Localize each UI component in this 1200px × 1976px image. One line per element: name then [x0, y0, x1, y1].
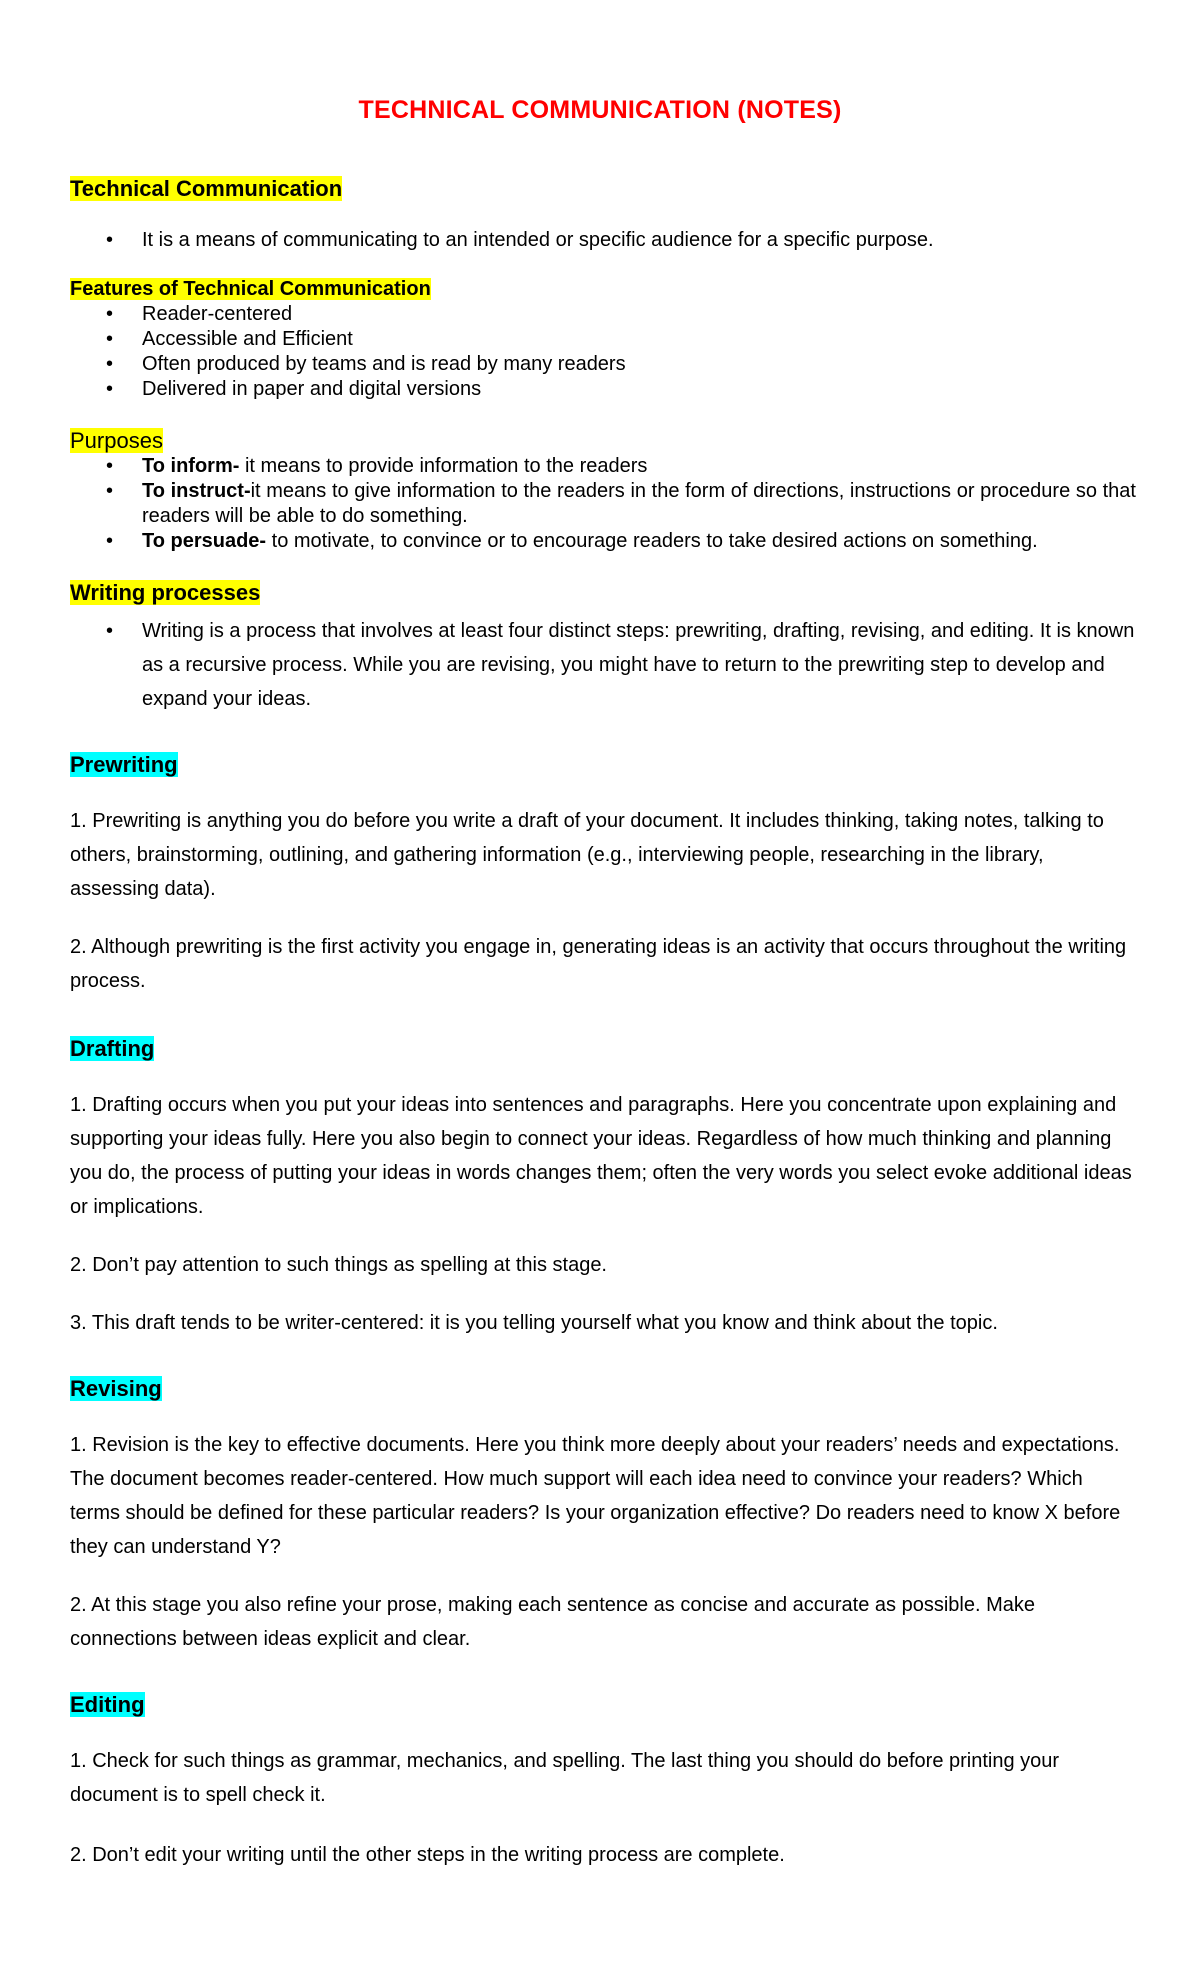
bullet-icon: •: [106, 303, 114, 325]
editing-paragraph-2: 2. Don’t edit your writing until the other steps in the writing process are complete.: [70, 1844, 785, 1866]
writing-processes-list: [106, 614, 1136, 716]
drafting-paragraph-2: 2. Don’t pay attention to such things as spelling at this stage.: [70, 1254, 607, 1276]
section-heading-technical-communication: Technical Communication: [70, 176, 343, 201]
bullet-icon: •: [106, 530, 114, 552]
section-heading-drafting: Drafting: [70, 1036, 155, 1061]
technical-communication-list: [106, 228, 1136, 253]
list-item: • It is a means of communicating to an intended or specific audience for a specific purpose.: [106, 229, 934, 251]
drafting-paragraph-1: 1. Drafting occurs when you put your ideas into sentences and paragraphs. Here you concentrate upon explaining and supporting your ideas fully. Here you also begin to connect your ideas. Regardless of how much thinking and planning you do, the process of putting your ideas in words changes them; often the very words you select evoke additional ideas or implications.: [70, 1094, 1132, 1218]
prewriting-paragraph-1: 1. Prewriting is anything you do before you write a draft of your document. It includes thinking, taking notes, talking to others, brainstorming, outlining, and gathering information (e.g., interviewing people, researching in the library, assessing data).: [70, 810, 1104, 900]
revising-paragraph-1: 1. Revision is the key to effective documents. Here you think more deeply about your readers’ needs and expectations. The document becomes reader-centered. How much support will each idea need to convince your readers? Which terms should be defined for these particular readers? Is your organization effective? Do readers need to know X before they can understand Y?: [70, 1434, 1121, 1558]
list-item: • Accessible and Efficient: [106, 328, 353, 350]
bullet-icon: •: [106, 328, 114, 350]
bullet-icon: •: [106, 480, 114, 502]
list-item: • Reader-centered: [106, 303, 293, 325]
list-item: • To inform- it means to provide information to the readers: [106, 455, 648, 477]
editing-paragraph-1: 1. Check for such things as grammar, mechanics, and spelling. The last thing you should do before printing your document is to spell check it.: [70, 1750, 1060, 1806]
section-heading-writing-processes: Writing processes: [70, 580, 261, 605]
list-item: • Delivered in paper and digital versions: [106, 378, 482, 400]
section-heading-editing: Editing: [70, 1692, 145, 1717]
bullet-icon: •: [106, 455, 114, 477]
revising-paragraph-2: 2. At this stage you also refine your prose, making each sentence as concise and accurate as possible. Make connections between ideas explicit and clear.: [70, 1594, 1035, 1650]
list-item: • Often produced by teams and is read by many readers: [106, 353, 626, 375]
drafting-paragraph-3: 3. This draft tends to be writer-centered: it is you telling yourself what you know and think about the topic.: [70, 1312, 998, 1334]
list-item: • To instruct-it means to give information to the readers in the form of directions, instructions or procedure so that readers will be able to do something.: [106, 480, 1136, 527]
bullet-icon: •: [106, 378, 114, 400]
bullet-icon: •: [106, 620, 114, 642]
section-heading-features: Features of Technical Communication: [70, 278, 431, 300]
list-item: • Writing is a process that involves at least four distinct steps: prewriting, drafting, revising, and editing. It is known as a recursive process. While you are revising, you might have to return to the prewriting step to develop and expand your ideas.: [106, 614, 1136, 716]
prewriting-paragraph-2: 2. Although prewriting is the first activity you engage in, generating ideas is an activity that occurs throughout the writing process.: [70, 936, 1127, 992]
features-list: [106, 302, 1136, 402]
section-heading-prewriting: Prewriting: [70, 752, 178, 777]
section-heading-purposes: Purposes: [70, 428, 163, 453]
bullet-icon: •: [106, 353, 114, 375]
page-title: TECHNICAL COMMUNICATION (NOTES): [358, 96, 842, 124]
list-item: • To persuade- to motivate, to convince or to encourage readers to take desired actions on something.: [106, 530, 1038, 552]
bullet-icon: •: [106, 229, 114, 251]
section-heading-revising: Revising: [70, 1376, 162, 1401]
purposes-list: [106, 454, 1136, 554]
